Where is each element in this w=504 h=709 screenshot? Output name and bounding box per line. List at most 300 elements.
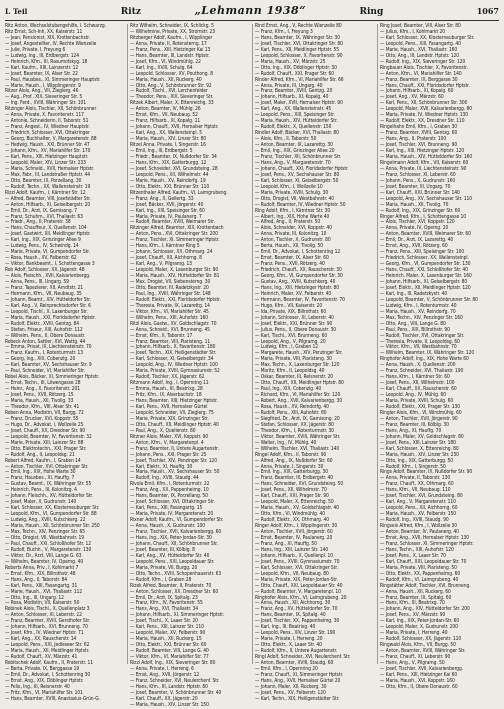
directory-entry: — Albert, Ing., XIX, Hohe Warte 40 <box>255 213 330 220</box>
directory-entry: — Rudolf, Elektr., XX, Othmarg. 40 <box>255 517 329 524</box>
directory-entry: — Heinrich, Maler, X, Laxenburger Str. 160 <box>380 273 472 280</box>
directory-entry: — Josef, Beamter, V, Schönbrunner Str. 40 <box>130 689 222 696</box>
directory-entry: — Leopold, Pens., XIII, Speisinger Str. <box>255 112 335 119</box>
directory-entry: — Hans, Ang., V, Pilgramg. 50 <box>380 659 445 666</box>
directory-entry: — Anton, Beamter, XVIII, Währinger Str. <box>380 648 466 655</box>
directory-entry: Ritzer Alois, Ang., VII, Zieglerg. 46 <box>5 88 79 95</box>
directory-entry: — Josef, Bäcker, XVII, Jörgerstr. 40 <box>130 201 204 208</box>
directory-entry: — Viktor, Kfm., VI, Mariahilfer Str. 77 <box>130 654 209 661</box>
directory-entry: — Karl, Elektr., XI, Hauffg. 30 <box>130 463 193 470</box>
directory-entry: — Josef, Beamter, III, Kölblg. 8 <box>130 546 195 553</box>
directory-entry: Robitschek Adolf, Kaufm., II, Praterstr. 11 <box>5 659 94 666</box>
directory-entry: — Franz, Ang., XI, Hauffg. 50 <box>255 540 317 547</box>
directory-entry: — Franz, Drucker, XVI, Koppstr. 55 <box>5 415 79 422</box>
directory-entry: — Ernst, Techn., III, Löwengasse 28 <box>5 380 81 387</box>
directory-entry: — Marie, Haush., XVI, Thaliastr. 160 <box>380 46 458 53</box>
directory-entry: — Rudolf, Chauff., XXI, Prager Str. 60 <box>255 70 335 77</box>
directory-entry: — Anna, Private, X, Favoritenstr. 117 <box>5 112 84 119</box>
directory-entry: Ringl Adolf, Schneider, XVI, Neulerchenf. Str. <box>255 654 351 661</box>
directory-entry: Ritzenthaler Alfred, Kaufm., VI, Laimgrubeng. <box>130 189 228 196</box>
directory-entry: — Rudolf, Elektr., XXI, Prager Str. 130 <box>380 404 461 410</box>
directory-entry: — Anton, Tischler, XVII, Jörgerstr. 90 <box>380 415 458 422</box>
directory-entry: — Johann, Chauff., XII, Schönbrunner Str. <box>130 540 218 547</box>
directory-entry: — Moritz, Kfm., II, Leopoldsg. 40 <box>255 368 325 375</box>
directory-entry: — Leopold, Kfm., I, Wollzeile 10 <box>255 183 323 190</box>
directory-entry: — Rosa, Haush., XV, Reindorfg. 40 <box>255 404 329 410</box>
directory-entry: — Otto, Drogist, VII, Westbahnstr. 40 <box>255 195 334 202</box>
directory-entry: — Maria, Haush., XXI, Floridsdorfer Hptstr. <box>5 314 96 321</box>
directory-entry: — Emil, Kfm., I, Opernring 20 <box>255 665 318 672</box>
directory-entry: — Johann, Fleischh., XV, Hütteldorfer Str. <box>5 493 94 500</box>
directory-entry: — Maria, Haush., XIV, Hütteldorfer Str. 160 <box>380 153 473 160</box>
directory-entry: — Rudolf, Ing., XIX, Grinzinger Str. 60 <box>380 207 461 214</box>
directory-entry: Ringwald Alois, Kfm., VII, Burgg. 50 <box>380 642 456 649</box>
directory-entry: — Josef, Tischler, XVII, Kalvarienbergg. <box>380 665 464 672</box>
directory-entry: — Rudolf, Techn., XX, Wallensteinstr. 19 <box>5 183 91 190</box>
directory-entry: — Rudolf, Buchh., V, Margaretenstr. 130 <box>5 546 92 553</box>
directory-entry: — Jean, Pensionist, XIX, Krottenbachstr. <box>5 34 90 41</box>
directory-entry: Ritz Ernst, Sch-Inh, XX, Kaiserstr. 11 <box>5 28 83 35</box>
directory-entry: — Otto, Beamter, IX, Porzellang. 30 <box>5 177 82 184</box>
directory-entry: — Rudolf, Kfm., I, Graben 28 <box>130 576 192 583</box>
directory-entry: — Maria, Haush., XV, Goldschlagstr. 40 <box>255 505 339 512</box>
directory-entry: — Johann, Pens., XXI, Prager Str. 25 <box>130 451 207 458</box>
directory-entry: — Karl, Pens., XII, Schönbrunner Str. 300 <box>380 100 468 107</box>
directory-entry: Ring Adolf, Kfm., I, Kärntner Str. 30 <box>255 207 331 214</box>
directory-entry: — Ing. Ferd., XVIII, Währinger Str. 101 <box>5 100 87 107</box>
directory-entry: — Marie, Private, XIX, Grinzinger Str. <box>130 415 209 422</box>
directory-entry: — Richard, Kfm., VI, Mariahilfer Str. 120 <box>255 392 341 399</box>
directory-entry: — Rudolf, Beamter, IV, Wiedner Hptstr. 50 <box>255 201 346 208</box>
directory-entry: — Johann, Beamt., XIV, Hütteldorfer Str. <box>5 296 91 303</box>
directory-entry: — Maria, Private, XVIII, Schulg. 60 <box>380 398 454 405</box>
directory-entry: — Franz, Beamter, III, Erdbergstr. 40 <box>255 475 334 482</box>
directory-entry: — Leopold, Kfm., VII, Neubaug. 80 <box>255 570 329 577</box>
directory-entry: — Karl, Schlosser, XI, Geiselbergstr. 50 <box>255 177 339 184</box>
directory-entry: — Ernst, Beamter, IX, Alser Str. 60 <box>255 255 329 262</box>
directory-entry: — Anton, Pens., XVI, Ottakringer Str. 200 <box>130 231 218 238</box>
directory-entry: — Julius, Pens., II, Obere Donaustr. 30 <box>255 326 336 333</box>
directory-entry: — Josef, Gastwirt, XII, Meidlinger Hptstr. <box>5 231 91 238</box>
directory-entry: — Franz, Tischler, XI, Simmeringer Hptstr. <box>130 237 220 244</box>
directory-entry: — Alfred, Ang., IX, Nußdorfer Str. 60 <box>255 457 333 464</box>
directory-entry: — Franz, Kaufm., I, Rotenturmstr. 13 <box>5 350 84 357</box>
directory-entry: — Josef, Pens., XV, Felberstr. 120 <box>255 689 326 696</box>
directory-entry: Roben Anna, Modistin, VII, Burgg. 72 <box>5 409 84 416</box>
directory-entry: — Johann, Hilfsarb., X, Favoritenstr. 180 <box>130 344 216 351</box>
directory-entry: — Emil, Ing., XIX, Grinzinger Allee 20 <box>255 148 335 155</box>
directory-entry: — Ernst, Ang., XVII, Rötzerg. 60 <box>380 243 448 250</box>
directory-entry: Ringel Adolf, Kfm., II, Taborstr. 90 <box>255 451 327 458</box>
part-label: I. Teil <box>5 7 28 16</box>
directory-entry: — Franz, Tischler, XVII, Kalvarienbergg. 60 <box>130 529 222 536</box>
directory-entry: — Anna, Private, II, Rotensterng. 17 <box>130 40 207 47</box>
directory-entry: — Heinrich, Maler, XV, Felberstr. 40 <box>255 290 332 297</box>
directory-entry: — Hans, Beamter, IX, Währinger Str. 30 <box>255 34 340 41</box>
directory-entry: — Karl, Ing., XIX, Grinzinger Allee 9 <box>5 237 81 244</box>
directory-entry: Ring Josef, Beamter, VIII, Alser Str. 80 <box>380 23 461 29</box>
directory-entry: — Ernst, Ang., XVII, Hernalser Hptstr. 130 <box>380 534 470 541</box>
directory-entry: — Johann, Schlosser, XI, Leberstr. 40 <box>255 314 334 321</box>
directory-entry: Ringbauer Alois, Tischler, X, Favoritenstr. <box>380 64 468 71</box>
directory-entry: — Franz, Schneider, XVI, Thaliastr. 190 <box>380 368 464 375</box>
directory-entry: — Maria, Haush., XII, Meidlinger Hptstr. <box>5 648 90 655</box>
directory-entry: — Karl, Pens., XVII, Hernalser Gürtel <box>130 404 208 410</box>
directory-entry: — Franz, Beamter, IX, Spitalg. 60 <box>380 594 452 601</box>
directory-entry: — Maria, Haush., XV, Märzstr. 25 <box>255 58 326 65</box>
directory-entry: — Otto, Kfm., II, Obere Donaustr. 60 <box>380 683 458 690</box>
column-3 <box>252 23 374 702</box>
directory-entry: — Leopold, Schneider, VII, Zieglerg. 75 <box>130 409 214 416</box>
directory-entry: — Johann, Hilfsarb., XI, Geiselbergstr. 80 <box>380 278 468 285</box>
directory-entry: — Emil, Dr., Advokat, I, Schottenring 12 <box>255 249 341 256</box>
directory-entry: — Leopold, Pens., XII, Aichhorng. 60 <box>380 505 458 512</box>
directory-entry: — Hans, Ang., XVI, Thaliastr. 34 <box>130 606 199 613</box>
directory-entry: — Paul, Ang., X, Quellenstr. 80 <box>130 427 196 434</box>
directory-entry: — Leopold, Schlosser, X, Favoritenstr. 90 <box>255 52 343 59</box>
directory-entry: — Rudolf, Elektr., XXI, Floridsdorfer Hptstr. <box>130 296 221 303</box>
directory-entry: Robel Alois, Bäcker, XI, Simmeringer Hptstr. <box>5 374 100 381</box>
directory-entry: Ritzner Alois, Maler, XVI, Koppstr. 90 <box>130 433 209 440</box>
directory-entry: — Wilhelm, Tischler, XVI, Thaliastr. 140 <box>255 445 340 452</box>
directory-entry: — Paul, Pens., XIX, Billrothstr. 90 <box>380 326 450 333</box>
directory-entry: — Anna, Private, IV, Operng. 20 <box>380 225 449 232</box>
directory-entry: — Josef, Pens., X, Laaer Str. 70 <box>380 552 446 559</box>
directory-entry: — Karl, Schlosser, X, Ettenreichg. 80 <box>380 445 459 452</box>
directory-entry: Ringer Adolf, Kfm., I, Wipplingerstr. 30 <box>255 523 338 530</box>
directory-entry: — Leopold, Tischl., X, Laxenburger Str. <box>5 308 88 315</box>
directory-entry: — Otto, Techn., XVIII, Schopenhauerstr. 63 <box>130 570 222 577</box>
directory-entry: — Rudolf, Ing., XVIII, Staudg. 90 <box>380 517 449 524</box>
directory-entry: — Karl, Pens., XIII, Hietzinger Kai 60 <box>380 671 458 678</box>
directory-entry: — Maria, Haush., XV, Sechshauser Str. 50 <box>130 469 220 476</box>
directory-entry: — Josef, Chauff., XII, Aichhorng. 8 <box>130 255 202 262</box>
directory-entry: — Emil, Ing., III, Erdbergstr. 5 <box>130 148 193 155</box>
directory-entry: — Rudolf, Kfm., II, Untere Augartenstr. <box>255 648 338 655</box>
directory-entry: — Franz, Tapezierer, XII, Arndtstr. 21 <box>5 284 83 291</box>
directory-entry: — Hans, Techn., XIII, Auhofstr. 120 <box>380 546 454 553</box>
directory-entry: — Johann, Chauff., XVII, Hernalser Hptstr. <box>130 124 219 131</box>
directory-entry: Rixner Adolf, Kaufm., VI, Gumpendorfer Str. <box>130 517 224 524</box>
directory-entry: — Leopold, Maler, XVII, Kalvarienbergg. 80 <box>380 106 472 113</box>
directory-entry: — Anna, Private, IX, Liechtensteinstr. 90 <box>380 165 467 172</box>
directory-entry: — Franz, Ang., X, Gellertg. 33 <box>130 195 194 202</box>
directory-entry: — Anna, Private, III, Kolonitzg. 10 <box>255 231 327 238</box>
directory-entry: — Johann, Pens., X, Gudrunstr. 160 <box>380 177 456 184</box>
directory-entry: — Gustav, Beamt., IX, Währinger Str. 55 <box>5 481 92 488</box>
directory-entry: — Franz, Beamter, XVIII, Gentzg. 60 <box>380 130 458 137</box>
directory-entry: — Hans, Ang., V, Margaretenstr. 70 <box>255 159 331 166</box>
directory-entry: — Ernst, Kfm., II, Taborstr. 17 <box>130 332 193 339</box>
directory-entry: — Ludwig, Kfm., I, Graben 12 <box>255 344 318 351</box>
directory-entry: — Viktor, Kfm., VII, Westbahnstr. 70 <box>380 344 457 351</box>
directory-entry: — Alfred, Beamter, VIII, Josefstädter Str. <box>5 195 91 202</box>
directory-entry: — Karl, Chauff., XXI, Brünner Str. 140 <box>380 189 460 196</box>
directory-entry: — Anton, Beamter, IV, Mühlg. 26 <box>130 106 201 113</box>
directory-entry: — Johann, Hilfsarb., XI, Simmeringer Hptstr. <box>130 612 225 619</box>
directory-entry: — Ludwig, Ang., XVIII, Kutschkerg. 22 <box>5 517 86 524</box>
directory-entry: — Franz, Chauff., XX, Othmarg. 60 <box>380 481 454 488</box>
directory-entry: — Leopold, Beamter, IV, Favoritenstr. 32 <box>5 433 92 440</box>
directory-entry: — Maria, Haush., XV, Reindorfg. 70 <box>380 308 456 315</box>
directory-entry: — Johann, Chauff., XXI, Floridsdorfer Hptstr. <box>255 165 349 172</box>
directory-entry: — Emil, Dr., Arzt, IX, Garnisong. 7 <box>5 207 78 214</box>
directory-entry: — Hugo, Dr., Advokat, I, Wollzeile 25 <box>5 421 84 428</box>
directory-entry: Rob Adolf, Schlosser, XX, Jägerstr. 48 <box>5 267 85 274</box>
directory-entry: — Josef, Tischl., X, Laaer Str. 20 <box>130 618 198 625</box>
directory-entry: — Franz, Beamter, VIII, Piaristeng. 11 <box>130 338 211 345</box>
directory-entry: — Maria, Haush., XII, Schönbrunner Str. 250 <box>5 523 100 530</box>
directory-entry: — Franz, Beamter, II, Untere Augartenstr. <box>130 445 219 452</box>
directory-entry: — Maria, Private, IV, Wiedner Hptstr. 130 <box>380 112 469 119</box>
directory-entry: — Hermann, Kfm., VII, Neubaug. 35 <box>5 290 82 297</box>
directory-entry: — Franz, Beamter, XVIII, Gentzg. 20 <box>255 88 333 95</box>
directory-entry: — Leopold, Pens., XIV, Linzer Str. 190 <box>255 630 336 637</box>
directory-entry: — Maria, Haush., XVI, Koppstr. 160 <box>380 677 455 684</box>
directory-entry: — Ida, Private, XIX, Billrothstr. 60 <box>255 308 327 315</box>
directory-entry: — Ernst, Kfm., XIX, Billrothstr. 48 <box>5 570 76 577</box>
directory-entry: — Anna, Haush., X, Quellenstr. 200 <box>380 362 456 369</box>
directory-entry: — Rudolf, Pens., XIII, Auhofstr. 80 <box>255 409 327 416</box>
directory-entry: — Rosa, Haush., XV, Felberstr. 62 <box>5 255 77 262</box>
directory-entry: — Leopold, Beamter, V, Schönbrunner Str. 80 <box>380 296 478 303</box>
directory-entry: — Georg, Kfm., VI, Gumpendorfer Str. 130 <box>380 261 471 268</box>
directory-entry: — Hans, Ang., XVII, Hernalser Gürtel 20 <box>255 677 341 684</box>
directory-entry: — Alois, Fleischh., XVII, Kalvarienbergg. <box>5 273 91 280</box>
directory-entry: — Franz, Schlosser, XI, Simmeringer Hptstr. <box>380 540 474 547</box>
directory-entry: — Hans, Ang., XI, Hauffg. 70 <box>380 427 442 434</box>
directory-entry: — Emil, Ing., XIX, Gatterburgg. 30 <box>255 469 328 476</box>
directory-entry: — Otto, Elektr., X, Laaer Str. 40 <box>255 642 322 649</box>
directory-entry: — Rudolf, Beamter, V, Margaretenpl. 10 <box>255 588 341 595</box>
directory-entry: — Anton, Beamter, IV, Paulanerg. 40 <box>380 529 459 536</box>
directory-entry: — Karl, Techn., XIX, Heiligenstädter Str. <box>255 695 340 702</box>
directory-entry: — Marie, Haush., I, Wipplingerstr. 9 <box>5 82 81 89</box>
directory-entry: — Franz, Angest., IV, Wiedner Hauptstr. <box>5 124 90 131</box>
directory-entry: — Maria, Private, I, Herreng. 40 <box>380 630 448 637</box>
directory-entry: — Hermann, Beamter, IV, Favoritenstr. 70 <box>255 296 345 303</box>
directory-entry: — Friedr., Beamter, IX, Nußdorfer Str. 34 <box>130 153 217 160</box>
directory-entry: — Maria, Haush., XIV, Linzer Str. 150 <box>130 701 209 708</box>
directory-entry: — Karl, Ang., XX, Wallensteinpl. 5 <box>130 130 203 137</box>
directory-entry: — Josef, Schneider, XVI, Grundsteing. 28 <box>130 165 218 172</box>
directory-entry: — Otto, Beamter, III, Radetzkystr. 20 <box>130 284 209 291</box>
directory-entry: — Gustav, Ang., XVIII, Kutschkerg. 40 <box>255 278 336 285</box>
directory-entry: — Marie, Haush., XV, Reindorfg. 19 <box>130 177 206 184</box>
directory-entry: — Leopold, Pens., XIII, Fasangartg. 40 <box>380 40 461 47</box>
directory-entry: — Ernst, Ang., XVII, Jörgerstr. 12 <box>130 671 200 678</box>
directory-entry: — Josef, Schlosser, XVI, Ottakringer Str. <box>130 499 215 506</box>
directory-entry: — Leopold, Maler, X, Laxenburger Str. 90 <box>130 267 219 274</box>
directory-entry: — Heinrich, Pens., III, Kolonitzg. 4 <box>5 487 77 494</box>
directory-entry: — Johann, Maler, XV, Goldschlagstr. 80 <box>380 433 464 440</box>
directory-entry: — Julius, Kfm., I, Kohlmarkt 20 <box>380 28 446 35</box>
directory-entry: — Friedrich, Chauff., XX, Rauscherstr. 30 <box>255 267 342 274</box>
directory-entry: — Hans, Kfm., I, Kärntner Str. 60 <box>380 374 450 381</box>
directory-entry: — Stefan, Friseur, XIII, Auhofstr. 112 <box>5 326 83 333</box>
directory-entry: — Franz, Pens., XVII, Rötzerg. 40 <box>255 261 325 268</box>
directory-entry: — Stefan, Schlosser, XX, Jägerstr. 80 <box>255 421 334 428</box>
directory-entry: — Anton, Beamter, IX, Lazarettg. 30 <box>255 142 333 149</box>
directory-entry: — Julie, Private, I, Freyung 6 <box>5 46 66 53</box>
directory-entry: — Hedwig, Haush., XXI, Brünner Str. 47 <box>5 142 90 149</box>
directory-entry: — Emil, Dr., Advokat, I, Schottenring 30 <box>5 671 91 678</box>
directory-entry: Ringstätter Adolf, Tischler, XVI, Brunneng. <box>380 582 471 589</box>
directory-entry: — Otto, Elektr., XXI, Brünner Str. 110 <box>130 183 210 190</box>
directory-entry: — Rudolf, Beamter, VIII, Lange G. 40 <box>130 648 209 655</box>
directory-entry: — Franz, Tischler, XII, Schönbrunner Str. <box>255 153 342 160</box>
directory-entry: — Josef, Pens., XII, Wilhelmstr. 100 <box>380 380 455 387</box>
directory-entry: — Viktor, Beamter, XVIII, Währinger Str. <box>255 433 341 440</box>
directory-entry: Ritzl Alois, Gastw., XV, Goldschlagstr. 70 <box>130 320 217 327</box>
directory-entry: — Hans, Beamter, XVIII, Anastasius-Grün-G. <box>5 695 100 702</box>
directory-entry: — Karl, Chauff., XXI, Leopoldauer Str. 70 <box>380 558 467 565</box>
directory-entry: — Otto, Elektr., XX, Pappenheimg. 60 <box>380 570 461 577</box>
directory-entry: — Johann, Hilfsarb., XVI, Brunneng. 70 <box>5 624 88 631</box>
directory-entry: — Josef, Tischler, XVI, Brunneng. 90 <box>380 142 458 149</box>
directory-entry: — Franz, Pens., XIII, Hietzinger Kai 13 <box>130 46 211 53</box>
directory-entry: — Otto, Elektrotechn., XXI, Prager Str. <box>5 445 87 452</box>
directory-entry: — Franz, Chauff., XI, Leberstr. 90 <box>380 654 451 661</box>
directory-entry: Roberts Anna, Priv., I, Kohlmarkt 7 <box>5 564 79 571</box>
directory-entry: — Oskar, Beamter, III, Reisnerstr. 20 <box>255 374 334 381</box>
directory-entry: — Franz, Hausbes., XI, Hauffg. 7 <box>5 475 75 482</box>
directory-entry: — Emil, Ing., XIX, Hohe Warte 30 <box>5 469 76 476</box>
directory-entry: — Franz, Beamter, III, Kölblg. 30 <box>380 421 449 428</box>
directory-entry: — Max, Techn., XIV, Penzinger Str. 160 <box>380 314 463 321</box>
directory-entry: — Leopold, Pens., XXI, Leopoldauer Str. <box>130 558 215 565</box>
directory-entry: — Leopold, Maler, X, Gudrunstr. 200 <box>380 624 458 631</box>
directory-entry: — Leopold, Ang., XV, Sechshauser Str. 110 <box>380 195 472 202</box>
directory-entry: Ringelmann Adolf, Kfm., VII, Kaiserstr. 60 <box>380 159 469 166</box>
directory-entry: — Marie, Private, XIII, Lainzer Str. 88 <box>5 439 84 446</box>
directory-entry: — Franz, Pens., XIII, Speisinger Str. 100 <box>380 249 465 256</box>
directory-entry: Robeck Anton, Sattler, XVI, Wattg. 44 <box>5 338 86 345</box>
directory-entry: — Maria, Haush., XV, Felberstr. 150 <box>380 511 457 518</box>
directory-entry: — Franz, Ang., XV, Hütteldorfer Str. 70 <box>255 606 338 613</box>
directory-entry: Ritzel Anna, Private, I, Singerstr. 16 <box>130 142 206 149</box>
directory-entry: — Ludwig, Ing., III, Erdbergstr. 124 <box>5 52 79 59</box>
directory-entry: — Maria, Haush., XII, Tivolig. 33 <box>5 398 74 405</box>
directory-entry: — Emil, Dr., Arzt, IX, Spitalg. 23 <box>130 594 198 601</box>
directory-entry: — Karl, Ing., XIII, Hietzinger Hptstr. 120 <box>380 148 465 155</box>
directory-entry: — Paul, Ing., XVIII, Währinger Str. 148 <box>130 290 211 297</box>
directory-entry: — Franz, Ang., XX, Pappenheimg. 10 <box>130 487 209 494</box>
directory-entry: — Theodor, Kfm., I, Rotenturmstr. 30 <box>255 427 334 434</box>
directory-entry: — Hugo, Kfm., VII, Kaiserstr. 20 <box>255 302 323 309</box>
column-2 <box>127 23 249 708</box>
directory-entry: — Max, Drogist, VII, Siebensterng. 30 <box>130 278 211 285</box>
directory-entry: — Anna, Private, I, Herreng. 6 <box>130 665 194 672</box>
directory-entry: — Leopold, Pens., XXI, Jedleseer Str. 62 <box>5 642 90 649</box>
directory-entry: — Paul, Chauff., XXI, Schloßhofer Str. 12 <box>5 540 91 547</box>
directory-entry: — Anton, Schlosser, XX, Dresdner Str. 60 <box>130 588 219 595</box>
directory-entry: — Johann, Maler, XII, Ruckerg. 30 <box>255 683 327 690</box>
directory-entry: Rindler Adolf, Bäcker, XVI, Thaliastr. 80 <box>255 130 339 137</box>
directory-entry: — Franz, Kfm., I, Freyung 3 <box>255 28 313 35</box>
directory-entry: — Hans, Schneider, XVI, Grundsteing. 50 <box>255 481 344 488</box>
directory-entry: — Alois, Tischler, XVI, Koppstr. 120 <box>380 219 455 226</box>
directory-entry: — Heinrich, Kfm., III, Rasumofskyg. 18 <box>5 58 88 65</box>
left-guide-word: Ritz <box>120 7 141 17</box>
directory-entry: — Emma, Haush., III, Beatrixg. 28 <box>130 386 203 393</box>
directory-entry: — Otto, Ang., VIII, Lange G. 80 <box>380 320 446 327</box>
directory-entry: Rivola Emil, Kfm., I, Rotenturmstr. 22 <box>130 481 210 488</box>
directory-entry: — Georg, Kfm., VI, Gumpendorfer Str. 30 <box>255 273 343 280</box>
directory-entry: — Anna, Private, II, Taborstr. 130 <box>380 475 451 482</box>
directory-entry: — Max, Techn., XIV, Penzinger Str. 65 <box>5 529 85 536</box>
directory-entry: — Leopold, Ang., IV, Wiedner Hptstr. 100 <box>130 362 218 369</box>
directory-entry: — Karl, Schlosser, XX, Klosterneuburger Str. <box>380 34 475 41</box>
directory-entry: — Rudolf, Elektr., XVIII, Gentzg. 84 <box>5 320 80 327</box>
directory-entry: Ritzinger Alois, Tischler, XII, Schönbrunner <box>5 106 97 113</box>
directory-entry: — Johann, Hilfsarb., XI, Kopalg. 60 <box>380 88 454 95</box>
directory-entry: — Otto, Ing., XIX, Gatterburgg. 50 <box>380 457 454 464</box>
directory-entry: — Karl, Schlosser, XX, Klosterneuburger Str. <box>5 505 100 512</box>
directory-entry: — Maria, Haush., XII, Tivolig. 70 <box>380 201 449 208</box>
directory-entry: Ringhofer Alois, Kfm., VI, Laimgrubeng. 20 <box>255 594 347 601</box>
directory-entry: Robert Alfred, Kaufm., I, Graben 14 <box>5 457 81 464</box>
directory-title: „Lehmann 1938“ <box>194 4 307 17</box>
directory-entry: — Karl, Pens., XIII, Fasangartg. 15 <box>130 505 203 512</box>
directory-entry: — Josef, Beamter, IX, Alser Str. 22 <box>5 70 78 77</box>
directory-entry: — Maria, Private, XIX, Peter-Jordan-Str. <box>255 576 338 583</box>
directory-entry: — Otto, Ing., III, Ungarg. 12 <box>5 594 64 601</box>
directory-entry: — Otto, Chauff., XII, Meidlinger Hptstr. 40 <box>130 421 219 428</box>
directory-entry: — Franz, Beamter, IX, Berggasse 30 <box>380 76 458 83</box>
directory-entry: — Maria, Private, IV, Margaretenstr. 20 <box>130 511 214 518</box>
directory-entry: — Franz, Chauff., XI, Simmeringer Hptstr. <box>255 671 344 678</box>
directory-entry: — Anton, Tischler, XVI, Ottakringer Str. <box>5 463 89 470</box>
directory-entry: Ritzmann Adolf, Ing., I, Opernring 11 <box>130 380 209 387</box>
directory-entry: — Karl, Pens., XII, Meidlinger Hptstr. 55 <box>255 46 339 53</box>
directory-entry: — Hans, Chauff., XXI, Schloßhofer Str. 40 <box>380 267 468 274</box>
directory-entry: — Ernst, Beamter, IV, Paulanerg. 20 <box>255 534 333 541</box>
directory-entry: — Josef, Pens., XV, Sechshauser Str. 80 <box>255 171 340 178</box>
directory-entry: — Otto, Ing., XIX, Döblinger Hptstr. 30 <box>255 64 337 71</box>
directory-entry: — Josef, Kfm., VI, Windmühlg. 22 <box>130 58 201 65</box>
directory-entry: — Alfred, Ang., II, Praterstr. 50 <box>255 219 321 226</box>
directory-entry: — Franz, Hilfsarb., XI, Kopalg. 11 <box>130 118 201 125</box>
directory-entry: — Anna, Private, III, Ungarg. 40 <box>255 82 323 89</box>
directory-entry: — Viktor, Kfm., VI, Mariahilfer Str. 45 <box>130 308 209 315</box>
directory-entry: Ritz Wilhelm, Schneider, IX, Schlickg. 5 <box>130 23 214 29</box>
directory-entry: — Karl, Tischl., XVI, Brunneng. 60 <box>255 332 328 339</box>
directory-entry: — Maria, Haush., XII, Ruckerg. 15 <box>130 636 202 643</box>
directory-entry: — Anton, Beamter, XVIII, Weimarer Str. 60 <box>380 231 471 238</box>
directory-entry: — Anton, Tischler, XVII, Jörgerstr. 60 <box>255 529 333 536</box>
directory-entry: — Hans, Kfm., III, Beatrixg. 70 <box>380 600 445 607</box>
directory-entry: — Leopold, Maler, XV, Felberstr. 90 <box>130 630 206 637</box>
directory-entry: — Franz, Schlosser, XI, Leberstr. 60 <box>380 171 456 178</box>
directory-entry: — Karl, Kaufm., XIII, Lainzerstr. 12 <box>5 64 79 71</box>
page-header <box>5 4 499 21</box>
directory-entry: — Johann, Hilfsarb., XI, Kopalg. 40 <box>255 94 329 101</box>
directory-entry: Ritzberger Adolf, Kaufm., I, Wipplinger <box>130 34 213 41</box>
directory-entry: — Johann, Ang., XIV, Hütteldorfer Str. 200 <box>380 606 470 613</box>
directory-entry: — Josef, Tischler, XIV, Penzinger Str. 120 <box>130 457 218 464</box>
directory-entry: — Karl, Ang., XX, Rauscherstr. 14 <box>5 636 77 643</box>
directory-entry: — Fritz, Kfm., VI, Mariahilfer Str. 101 <box>5 689 83 696</box>
directory-entry: — Rudolf, Kfm., I, Singerstr. 50 <box>380 463 446 470</box>
directory-entry: Rings Adolf, Beamter, IX, Nußdorfer Str. 90 <box>380 469 473 476</box>
directory-entry: — Karl, Pens., XIII, Fasangartg. 31 <box>5 582 78 589</box>
directory-entry: — Karl, Schlosser, XI, Geiselbergstr. 34 <box>130 356 214 363</box>
directory-entry: — Rudolf, Ing., XIX, Sieveringer Str. 120 <box>380 58 466 65</box>
directory-entry: — Karl, Ang., V, Reinprechtsdorfer Str. 6 <box>5 302 91 309</box>
directory-entry: — Otto, Kfm., VI, Windmühlg. 40 <box>255 511 325 518</box>
directory-entry: — Anna, Private, I, Singerstr. 30 <box>255 463 324 470</box>
